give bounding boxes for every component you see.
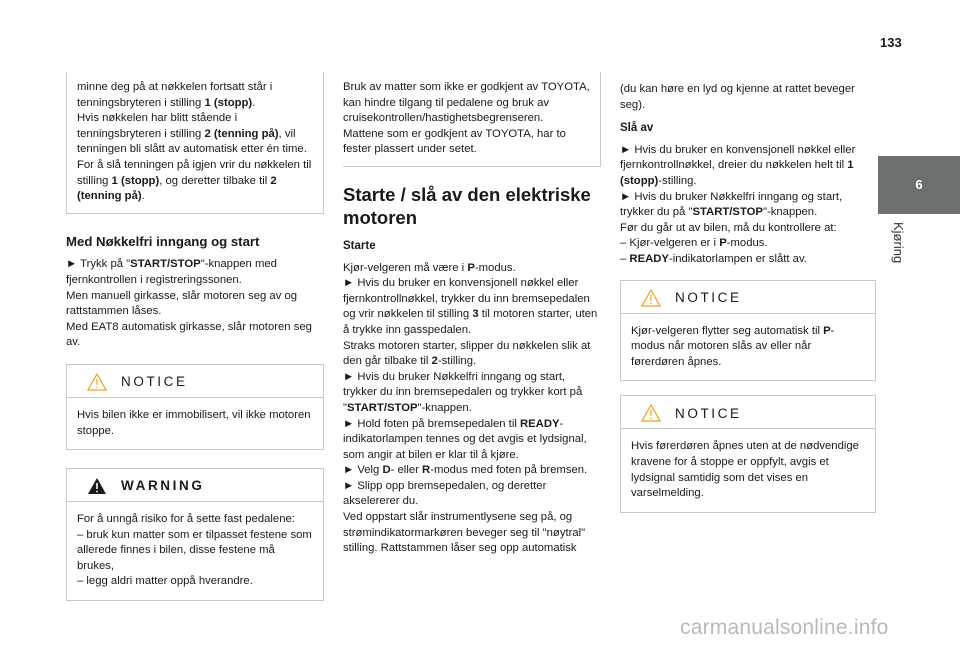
paragraph: – Kjør-velgeren er i P-modus. [620, 237, 768, 250]
paragraph: ► Hvis du bruker en konvensjonell nøkkel eller fjernkontrollnøkkel, dreier du nøkkelen helt til 1 (stopp)-stilling. [620, 143, 856, 187]
column-3 [620, 82, 876, 513]
chapter-label: Kjøring [891, 222, 906, 264]
notice-text: Hvis bilen ikke er immobilisert, vil ikke motoren stoppe. [77, 408, 311, 437]
paragraph: Ved oppstart slår instrumentlysene seg på, og strømindikatormarkøren beveger seg til "nøytral" stilling. Rattstammen låser seg opp automatisk [343, 511, 586, 555]
notice-text: Hvis førerdøren åpnes uten at de nødvendige kravene for å stoppe er oppfylt, avgis et lydsignal samtidig som det vises en varselmelding. [631, 440, 859, 500]
watermark-logo: carmanualsonline.info [680, 616, 889, 639]
notice-title: NOTICE [121, 374, 188, 390]
paragraph: Før du går ut av bilen, må du kontrollere at: [620, 221, 837, 234]
column-2 [343, 72, 601, 557]
paragraph: Med EAT8 automatisk girkasse, slår motoren seg av. [66, 320, 312, 349]
notice-text: Kjør-velgeren flytter seg automatisk til P-modus når motoren slås av eller når førerdøren åpnes. [631, 324, 835, 368]
chapter-tab[interactable] [878, 156, 960, 214]
paragraph: minne deg på at nøkkelen fortsatt står i tenningsbryteren i stilling 1 (stopp). [77, 81, 273, 109]
mats-box [343, 72, 601, 167]
paragraph: Straks motoren starter, slipper du nøkkelen slik at den går tilbake til 2-stilling. [343, 339, 591, 368]
notice-box [620, 280, 876, 382]
notice-header [621, 281, 875, 314]
notice-box [66, 364, 324, 450]
paragraph: ► Hvis du bruker en konvensjonell nøkkel eller fjernkontrollnøkkel, trykker du inn bremsepedalen og vrir nøkkelen til stilling 3 til motoren starter, uten å trykke inn gasspedalen. [343, 277, 598, 336]
paragraph: Men manuell girkasse, slår motoren seg av og rattstammen låses. [66, 289, 298, 318]
column-1 [66, 72, 324, 601]
notice-box [620, 395, 876, 512]
paragraph: ► Hvis du bruker Nøkkelfri inngang og start, trykker du på "START/STOP"-knappen. [620, 190, 843, 219]
stop-subheading: Slå av [620, 122, 654, 135]
warning-triangle-icon [87, 373, 107, 391]
paragraph: Hvis nøkkelen har blitt stående i tenningsbryteren i stilling 2 (tenning på), vil tenningen bli slått av automatisk etter én time. [77, 112, 307, 156]
paragraph: ► Hold foten på bremsepedalen til READY-indikatorlampen tennes og det avgis et lydsignal, som angir at bilen er klar til å kjøre. [343, 417, 587, 461]
col1-body [66, 257, 324, 351]
paragraph: Kjør-velgeren må være i P-modus. [343, 261, 516, 274]
start-subheading: Starte [343, 239, 376, 252]
col2-body [343, 261, 601, 557]
col1-intro [77, 80, 313, 205]
col3-body [620, 143, 876, 268]
warning-title: WARNING [121, 478, 205, 494]
danger-triangle-icon [87, 477, 107, 495]
paragraph: ► Hvis du bruker Nøkkelfri inngang og start, trykker du inn bremsepedalen og trykker kort på "START/STOP"-knappen. [343, 370, 583, 414]
keyless-section [66, 234, 324, 351]
continued-box [66, 72, 324, 214]
start-stop-section [343, 183, 601, 557]
main-heading: Starte / slå av den elektriske motoren [343, 183, 591, 228]
warning-triangle-icon [641, 289, 661, 307]
col3-intro [620, 82, 876, 113]
paragraph: For å slå tenningen på igjen vrir du nøkkelen til stilling 1 (stopp), og deretter tilbake til 2 (tenning på). [77, 158, 312, 203]
paragraph: ► Slipp opp bremsepedalen, og deretter akselererer du. [343, 479, 547, 508]
warning-line: – bruk kun matter som er tilpasset festene som allerede finnes i bilen, disse festene må brukes, [77, 528, 312, 572]
warning-box [66, 468, 324, 601]
notice-title: NOTICE [675, 405, 742, 421]
paragraph: – READY-indikatorlampen er slått av. [620, 252, 807, 265]
paragraph: (du kan høre en lyd og kjenne at rattet beveger seg). [620, 83, 855, 111]
warning-line: For å unngå risiko for å sette fast pedalene: [77, 513, 295, 526]
mats-line: Bruk av matter som ikke er godkjent av TOYOTA, kan hindre tilgang til pedalene og bruk av cruisekontrollen/hastighetsbegrenseren. [343, 81, 590, 125]
warning-triangle-icon [641, 404, 661, 422]
notice-header [621, 396, 875, 429]
notice-title: NOTICE [675, 289, 742, 305]
chapter-number: 6 [915, 177, 923, 193]
warning-header [67, 469, 323, 502]
paragraph: ► Velg D- eller R-modus med foten på bremsen. [343, 464, 588, 477]
warning-text [67, 502, 323, 600]
paragraph: ► Trykk på "START/STOP"-knappen med fjernkontrollen i registreringssonen. [66, 258, 277, 286]
mats-line: Mattene som er godkjent av TOYOTA, har to fester plassert under setet. [343, 127, 566, 156]
page-number: 133 [880, 35, 902, 50]
notice-header [67, 365, 323, 398]
section-heading: Med Nøkkelfri inngang og start [66, 233, 260, 249]
warning-line: – legg aldri matter oppå hverandre. [77, 575, 253, 588]
